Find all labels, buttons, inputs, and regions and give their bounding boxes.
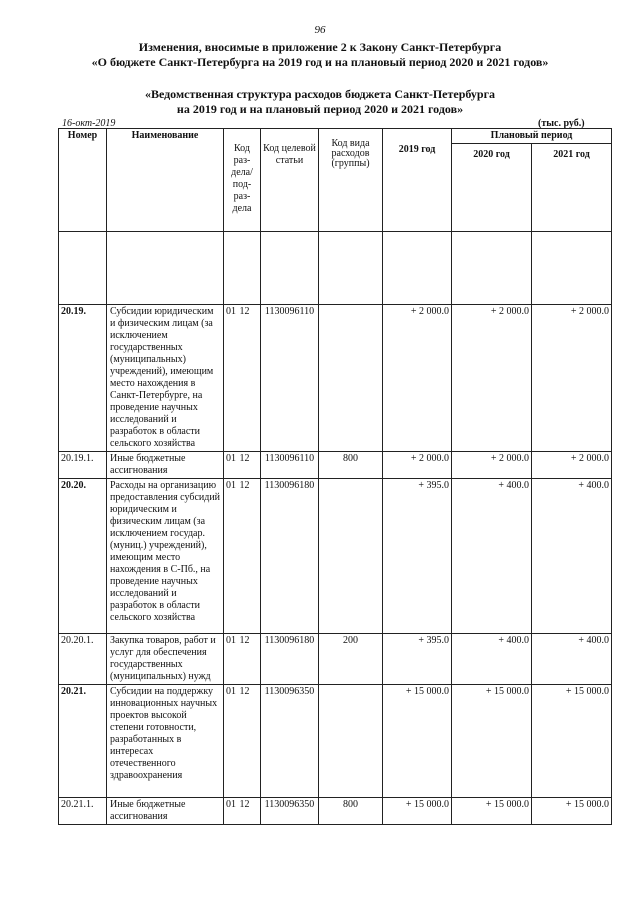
document-subtitle	[0, 87, 640, 117]
row-name: Иные бюджетные ассигнования	[107, 452, 224, 479]
document-title	[0, 40, 640, 70]
budget-table	[58, 128, 612, 825]
row-value-2020: + 400.0	[452, 479, 532, 634]
row-value-2020: + 2 000.0	[452, 305, 532, 452]
row-value-2021: + 15 000.0	[532, 798, 612, 825]
row-value-2021: + 15 000.0	[532, 685, 612, 798]
row-name: Субсидии на поддержку инновационных научных проектов высокой степени готовности, разработанных в интересах отечественного здравоохранения	[107, 685, 224, 798]
col-2021-header: 2021 год	[532, 144, 612, 232]
spacer-row	[59, 232, 612, 305]
row-target-code: 1130096110	[261, 305, 319, 452]
section-code: 01	[226, 686, 236, 697]
col-section-header: Код раз- дела/ под- раз- дела	[224, 129, 261, 232]
row-value-2019: + 395.0	[383, 479, 452, 634]
row-target-code: 1130096180	[261, 479, 319, 634]
subtitle-line-2: на 2019 год и на плановый период 2020 и 2021 годов»	[176, 102, 464, 116]
row-name: Расходы на организацию предоставления субсидий юридическим и физическим лицам (за исключением государ. (муниц.) учреждений), имеющим место нахождения в С-Пб., на проведение научных исследований и разработок в области сельского хозяйства	[107, 479, 224, 634]
subsection-code: 12	[239, 453, 250, 464]
row-value-2021: + 2 000.0	[532, 452, 612, 479]
plan-period-header: Плановый период	[452, 129, 612, 144]
row-number: 20.21.1.	[59, 798, 107, 825]
col-target-header: Код целевой статьи	[261, 129, 319, 232]
row-name: Закупка товаров, работ и услуг для обеспечения государственных (муниципальных) нужд	[107, 634, 224, 685]
row-value-2020: + 15 000.0	[452, 798, 532, 825]
row-target-code: 1130096180	[261, 634, 319, 685]
row-expense-code	[319, 305, 383, 452]
row-expense-code: 200	[319, 634, 383, 685]
row-target-code: 1130096110	[261, 452, 319, 479]
subsection-code: 12	[239, 635, 250, 646]
subtitle-line-1: «Ведомственная структура расходов бюджета Санкт-Петербурга	[144, 87, 496, 101]
row-number: 20.19.	[59, 305, 107, 452]
col-2019-header: 2019 год	[383, 129, 452, 232]
section-code: 01	[226, 480, 236, 491]
row-section	[224, 634, 261, 685]
row-value-2021: + 2 000.0	[532, 305, 612, 452]
row-value-2020: + 400.0	[452, 634, 532, 685]
table-row	[59, 479, 612, 634]
table-row	[59, 634, 612, 685]
row-value-2020: + 2 000.0	[452, 452, 532, 479]
row-name: Иные бюджетные ассигнования	[107, 798, 224, 825]
row-number: 20.21.	[59, 685, 107, 798]
table-row	[59, 452, 612, 479]
subsection-code: 12	[239, 306, 250, 317]
row-value-2019: + 15 000.0	[383, 685, 452, 798]
section-code: 01	[226, 306, 236, 317]
section-code: 01	[226, 453, 236, 464]
row-target-code: 1130096350	[261, 685, 319, 798]
row-section	[224, 305, 261, 452]
table-row	[59, 798, 612, 825]
units-label: (тыс. руб.)	[538, 118, 585, 129]
subsection-code: 12	[239, 686, 250, 697]
row-expense-code: 800	[319, 452, 383, 479]
col-number-header: Номер	[59, 129, 107, 232]
row-number: 20.19.1.	[59, 452, 107, 479]
col-expense-header: Код вида расходов (группы)	[319, 129, 383, 232]
document-date: 16-окт-2019	[62, 118, 116, 129]
table-row	[59, 685, 612, 798]
row-target-code: 1130096350	[261, 798, 319, 825]
title-line-2: «О бюджете Санкт-Петербурга на 2019 год и на плановый период 2020 и 2021 годов»	[91, 55, 549, 69]
section-code: 01	[226, 635, 236, 646]
row-value-2019: + 2 000.0	[383, 452, 452, 479]
row-value-2019: + 395.0	[383, 634, 452, 685]
row-section	[224, 685, 261, 798]
table-row	[59, 305, 612, 452]
row-value-2019: + 15 000.0	[383, 798, 452, 825]
row-value-2020: + 15 000.0	[452, 685, 532, 798]
page-number: 96	[314, 24, 326, 36]
row-name: Субсидии юридическим и физическим лицам (за исключением государственных (муниципальных) учреждений), имеющим место нахождения в Санкт-Петербурге, на проведение научных исследований и разработок в области сельского хозяйства	[107, 305, 224, 452]
col-name-header: Наименование	[107, 129, 224, 232]
row-number: 20.20.1.	[59, 634, 107, 685]
row-value-2021: + 400.0	[532, 479, 612, 634]
subsection-code: 12	[239, 799, 250, 810]
subsection-code: 12	[239, 480, 250, 491]
row-expense-code	[319, 685, 383, 798]
col-2020-header: 2020 год	[452, 144, 532, 232]
row-value-2021: + 400.0	[532, 634, 612, 685]
title-line-1: Изменения, вносимые в приложение 2 к Закону Санкт-Петербурга	[138, 40, 502, 54]
row-expense-code: 800	[319, 798, 383, 825]
row-value-2019: + 2 000.0	[383, 305, 452, 452]
row-expense-code	[319, 479, 383, 634]
row-section	[224, 479, 261, 634]
section-code: 01	[226, 799, 236, 810]
row-section	[224, 798, 261, 825]
row-number: 20.20.	[59, 479, 107, 634]
row-section	[224, 452, 261, 479]
